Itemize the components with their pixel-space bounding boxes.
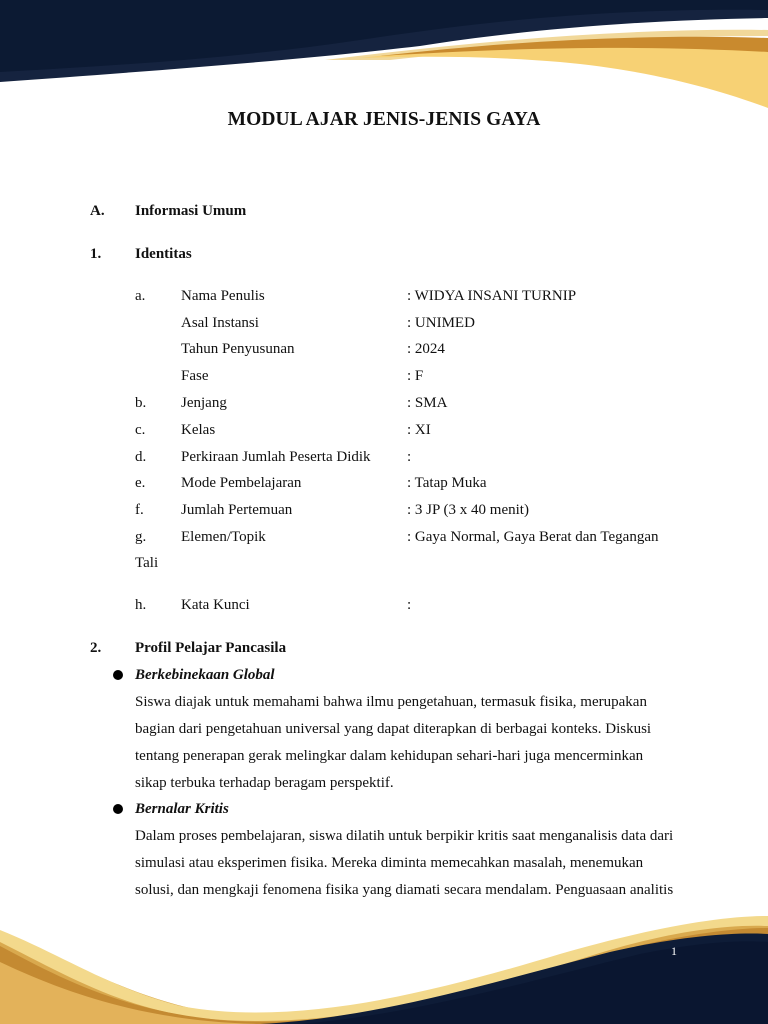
row-value-continuation: Tali xyxy=(135,555,159,571)
row-label: Jumlah Pertemuan xyxy=(181,502,293,518)
identitas-heading: Identitas xyxy=(135,246,192,262)
row-label: Fase xyxy=(181,368,209,384)
bullet-icon xyxy=(113,670,123,680)
row-letter: a. xyxy=(135,288,146,304)
row-value: : F xyxy=(407,368,424,384)
row-letter: d. xyxy=(135,449,147,465)
section-a-marker: A. xyxy=(90,203,105,219)
identitas-marker: 1. xyxy=(90,246,102,262)
document-title: MODUL AJAR JENIS-JENIS GAYA xyxy=(227,109,541,130)
profil-heading: Profil Pelajar Pancasila xyxy=(135,640,287,656)
profil-item-title: Berkebinekaan Global xyxy=(135,667,275,683)
footer-wave-decoration xyxy=(0,910,768,1024)
paragraph-line: Siswa diajak untuk memahami bahwa ilmu pengetahuan, termasuk fisika, merupakan xyxy=(135,694,647,710)
row-letter: b. xyxy=(135,395,147,411)
paragraph-line: Dalam proses pembelajaran, siswa dilatih untuk berpikir kritis saat menganalisis data dari xyxy=(135,828,674,844)
row-label: Nama Penulis xyxy=(181,288,265,304)
row-label: Kelas xyxy=(181,422,216,438)
page-number: 1 xyxy=(671,944,677,958)
paragraph-line: sikap terbuka terhadap beragam perspektif. xyxy=(135,775,394,791)
row-value: : xyxy=(407,597,412,613)
row-value: : SMA xyxy=(407,395,448,411)
row-value: : UNIMED xyxy=(407,315,475,331)
bullet-icon xyxy=(113,804,123,814)
row-label: Elemen/Topik xyxy=(181,529,266,545)
row-value: : 3 JP (3 x 40 menit) xyxy=(407,502,529,518)
row-label: Kata Kunci xyxy=(181,597,250,613)
row-value: : Gaya Normal, Gaya Berat dan Tegangan xyxy=(407,529,659,545)
row-letter: f. xyxy=(135,502,144,518)
profil-marker: 2. xyxy=(90,640,102,656)
paragraph-line: simulasi atau eksperimen fisika. Mereka diminta memecahkan masalah, menemukan xyxy=(135,855,644,871)
row-letter: h. xyxy=(135,597,147,613)
row-label: Jenjang xyxy=(181,395,227,411)
row-label: Perkiraan Jumlah Peserta Didik xyxy=(181,449,371,465)
paragraph-line: bagian dari pengetahuan universal yang dapat diterapkan di berbagai konteks. Diskusi xyxy=(135,721,652,737)
header-wave-decoration xyxy=(0,0,768,120)
row-label: Mode Pembelajaran xyxy=(181,475,302,491)
section-a-heading: Informasi Umum xyxy=(135,203,247,219)
row-letter: c. xyxy=(135,422,146,438)
row-value: : Tatap Muka xyxy=(407,475,487,491)
row-letter: e. xyxy=(135,475,146,491)
row-label: Asal Instansi xyxy=(181,315,259,331)
row-value: : WIDYA INSANI TURNIP xyxy=(407,288,577,304)
row-letter: g. xyxy=(135,529,147,545)
row-value: : xyxy=(407,449,412,465)
paragraph-line: solusi, dan mengkaji fenomena fisika yang diamati secara mendalam. Penguasaan analitis xyxy=(135,882,674,898)
row-value: : 2024 xyxy=(407,341,445,357)
paragraph-line: tentang penerapan gerak melingkar dalam kehidupan sehari-hari juga mencerminkan xyxy=(135,748,644,764)
profil-item-title: Bernalar Kritis xyxy=(135,801,229,817)
row-label: Tahun Penyusunan xyxy=(181,341,295,357)
row-value: : XI xyxy=(407,422,431,438)
